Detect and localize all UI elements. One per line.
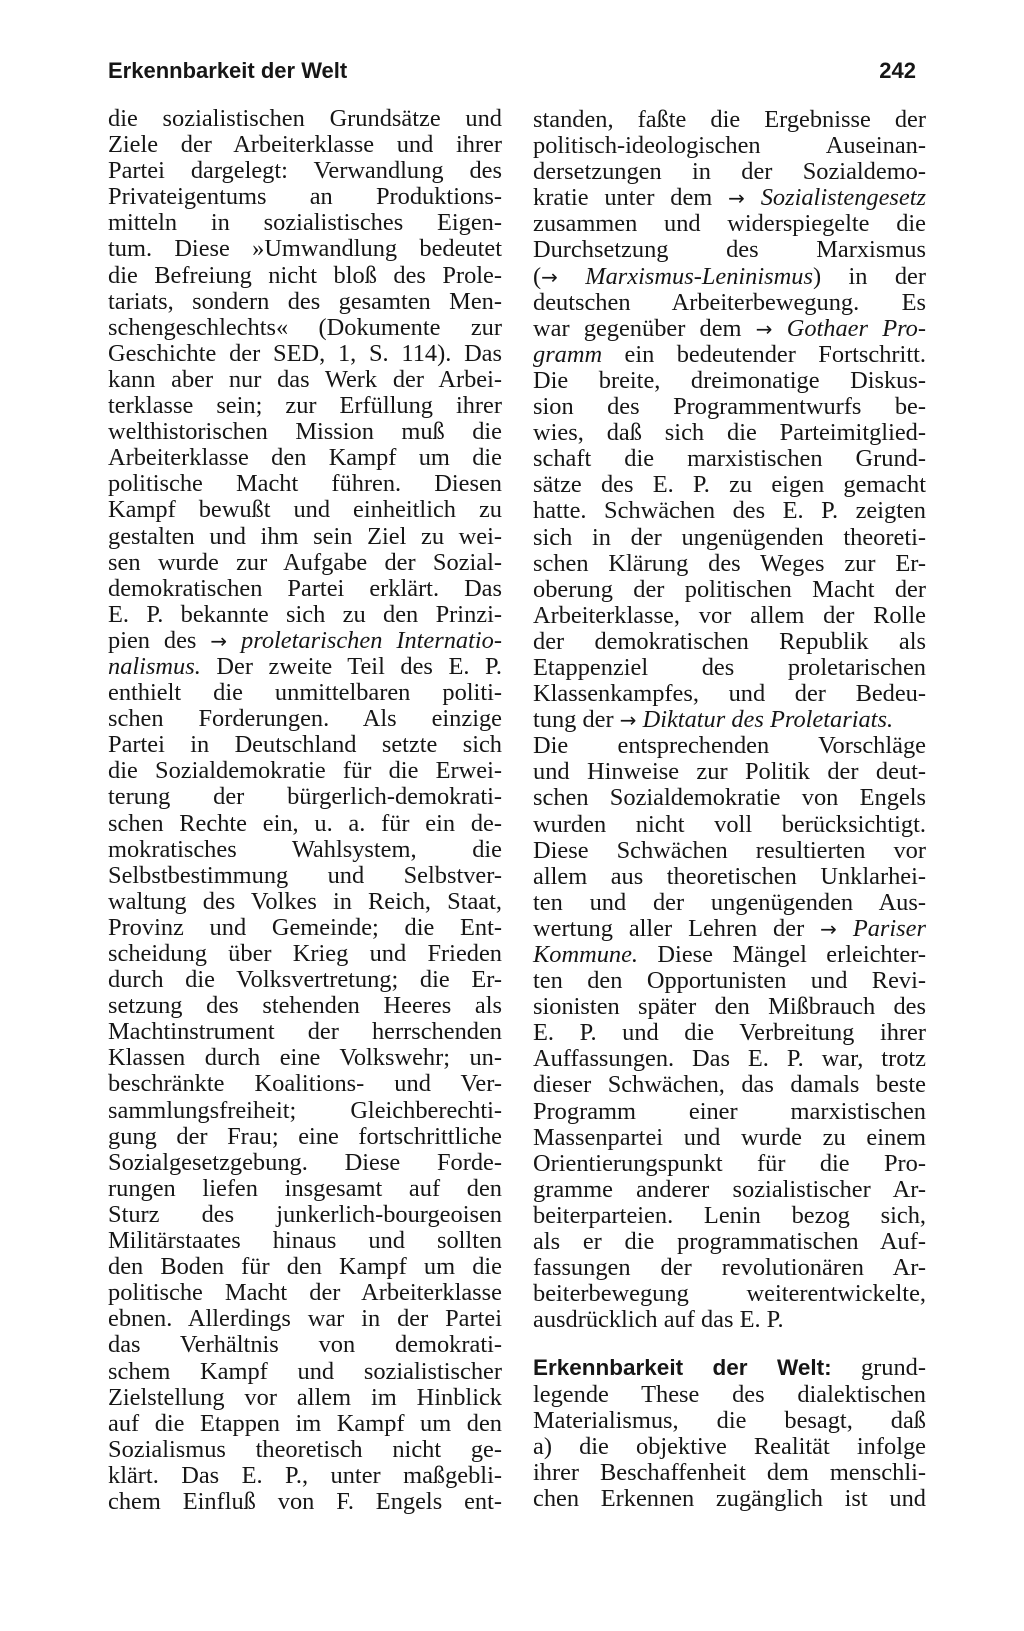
text-line: setzung des stehenden Heeres als xyxy=(108,992,502,1020)
text-line: Arbeiterklasse, vor allem der Rolle xyxy=(533,601,926,629)
text-line: den Boden für den Kampf um die xyxy=(108,1253,502,1281)
text-line: Sturz des junkerlich-bourgeoisen xyxy=(108,1200,502,1228)
text-line: Etappenziel des proletarischen xyxy=(533,653,926,681)
text-line: wies, daß sich die Parteimitglied- xyxy=(533,419,926,447)
text-line: als er die programmatischen Auf- xyxy=(533,1228,926,1256)
text-line: a) die objektive Realität infolge xyxy=(533,1432,926,1460)
text-line: auf die Etappen im Kampf um den xyxy=(108,1409,502,1437)
text-line: ausdrücklich auf das E. P. xyxy=(533,1306,784,1334)
cross-reference-arrow-icon: → xyxy=(728,186,745,211)
line-text: tung der xyxy=(533,706,614,734)
text-line: Sozialgesetzgebung. Diese Forde- xyxy=(108,1148,502,1176)
text-line: hatte. Schwächen des E. P. zeigten xyxy=(533,497,926,525)
cross-reference-link[interactable]: proletarischen Internatio- xyxy=(241,626,502,654)
entry-spacer xyxy=(533,1333,926,1355)
text-line: schen Forderungen. Als einzige xyxy=(108,705,502,733)
running-title: Erkennbarkeit der Welt xyxy=(108,58,348,83)
cross-reference-link[interactable]: Pariser xyxy=(852,914,926,942)
text-line: rungen liefen insgesamt auf den xyxy=(108,1174,502,1202)
line-text: pien des xyxy=(108,626,197,654)
text-line: und Hinweise zur Politik der deut- xyxy=(533,758,926,786)
text-line: sen wurde zur Aufgabe der Sozial- xyxy=(108,548,502,576)
text-line: scheidung über Krieg und Frieden xyxy=(108,940,502,967)
text-line: ten und der ungenügenden Aus- xyxy=(533,888,926,916)
text-line: Selbstbestimmung und Selbstver- xyxy=(108,861,502,889)
text-line: ebnen. Allerdings war in der Partei xyxy=(108,1305,502,1333)
text-line: Arbeiterklasse den Kampf um die xyxy=(108,444,502,472)
text-line: E. P. bekannte sich zu den Prinzi- xyxy=(108,600,502,628)
text-line: dieser Schwächen, das damals beste xyxy=(533,1071,926,1099)
text-line: sionisten später den Mißbrauch des xyxy=(533,993,926,1021)
text-line: E. P. und die Verbreitung ihrer xyxy=(533,1019,926,1047)
text-line: Sozialismus theoretisch nicht ge- xyxy=(108,1435,502,1463)
text-line: die sozialistischen Grundsätze und xyxy=(108,105,502,132)
text-line: sion des Programmentwurfs be- xyxy=(533,393,926,421)
text-line: beiterbewegung weiterentwickelte, xyxy=(533,1280,926,1308)
text-line: schaft die marxistischen Grund- xyxy=(533,445,926,473)
cross-reference-link[interactable]: nalismus. xyxy=(108,652,201,680)
text-line: tum. Diese »Umwandlung bedeutet xyxy=(108,235,502,263)
text-line: enthielt die unmittelbaren politi- xyxy=(108,679,502,707)
text-line: Klassen durch eine Volkswehr; un- xyxy=(108,1044,502,1072)
text-line: Massenpartei und wurde zu einem xyxy=(533,1123,926,1151)
cross-reference-link[interactable]: gramm xyxy=(533,340,603,368)
text-line: Machtinstrument der herrschenden xyxy=(108,1018,502,1046)
text-line: fassungen der revolutionären Ar- xyxy=(533,1254,926,1282)
text-line: Die entsprechenden Vorschläge xyxy=(533,732,926,760)
text-line: legende These des dialektischen xyxy=(533,1380,926,1408)
text-line: Partei in Deutschland setzte sich xyxy=(108,731,502,759)
line-text: ein bedeutender Fortschritt. xyxy=(624,340,926,368)
text-line: wurden nicht voll berücksichtigt. xyxy=(533,810,926,838)
entry-heading: Erkennbarkeit der Welt: xyxy=(533,1355,832,1381)
text-line: ihrer Beschaffenheit dem menschli- xyxy=(533,1458,926,1486)
text-line: schen Rechte ein, u. a. für ein de- xyxy=(108,809,502,837)
text-line: deutschen Arbeiterbewegung. Es xyxy=(533,288,926,316)
cross-reference-arrow-icon: → xyxy=(755,316,773,341)
running-header xyxy=(108,54,916,88)
text-line: Durchsetzung des Marxismus xyxy=(533,236,926,264)
entry-first-line xyxy=(533,1355,926,1381)
text-line: das Verhältnis von demokrati- xyxy=(108,1331,502,1359)
right-column xyxy=(533,107,926,1512)
cross-reference-arrow-icon: → xyxy=(619,708,637,733)
text-line: welthistorischen Mission muß die xyxy=(108,418,502,446)
cross-reference-arrow-icon: → xyxy=(210,628,228,653)
text-line xyxy=(533,185,926,211)
text-line: klärt. Das E. P., unter maßgebli- xyxy=(108,1461,502,1489)
cross-reference-arrow-icon: → xyxy=(820,916,837,941)
line-text: grund- xyxy=(860,1354,926,1382)
text-line: politisch-ideologischen Auseinan- xyxy=(533,132,926,160)
text-line xyxy=(533,707,926,733)
text-line: schen Klärung des Weges zur Er- xyxy=(533,549,926,577)
text-line: Materialismus, die besagt, daß xyxy=(533,1406,926,1434)
text-line: die Befreiung nicht bloß des Prole- xyxy=(108,261,502,289)
text-line: Ziele der Arbeiterklasse und ihrer xyxy=(108,131,502,159)
text-line: tariats, sondern des gesamten Men- xyxy=(108,287,502,315)
text-line: Die breite, dreimonatige Diskus- xyxy=(533,366,926,394)
line-text: ) in der xyxy=(812,262,926,290)
text-line: Auffassungen. Das E. P. war, trotz xyxy=(533,1045,926,1073)
text-line: oberung der politischen Macht der xyxy=(533,575,926,603)
line-text: kratie unter dem xyxy=(533,184,713,212)
text-line: Klassenkampfes, und der Bedeu- xyxy=(533,680,926,708)
text-line xyxy=(533,342,926,368)
text-line: sätze des E. P. zu eigen gemacht xyxy=(533,471,926,499)
text-line: Orientierungspunkt für die Pro- xyxy=(533,1149,926,1177)
text-line: terung der bürgerlich-demokrati- xyxy=(108,783,502,811)
text-line: gestalten und ihm sein Ziel zu wei- xyxy=(108,522,502,550)
cross-reference-link[interactable]: Marxismus-Leninismus xyxy=(585,262,813,290)
text-line: die Sozialdemokratie für die Erwei- xyxy=(108,757,502,785)
line-text: ( xyxy=(533,262,542,290)
text-line xyxy=(533,916,926,942)
text-line: standen, faßte die Ergebnisse der xyxy=(533,106,926,133)
text-line: politische Macht führen. Diesen xyxy=(108,470,502,498)
text-line: der demokratischen Republik als xyxy=(533,627,926,655)
text-line: Partei dargelegt: Verwandlung des xyxy=(108,157,502,185)
cross-reference-link[interactable]: Diktatur des Proletariats. xyxy=(642,706,894,734)
text-line: durch die Volksvertretung; die Er- xyxy=(108,966,502,994)
text-line: allem aus theoretischen Unklarhei- xyxy=(533,862,926,890)
text-line: schem Kampf und sozialistischer xyxy=(108,1357,502,1385)
line-text: wertung aller Lehren der xyxy=(533,914,805,942)
text-line: politische Macht der Arbeiterklasse xyxy=(108,1279,502,1307)
text-line: ten den Opportunisten und Revi- xyxy=(533,967,926,995)
text-line: mitteln in sozialistisches Eigen- xyxy=(108,209,502,237)
text-line xyxy=(533,264,926,290)
cross-reference-link[interactable]: Sozialistengesetz xyxy=(760,184,926,212)
text-line: waltung des Volkes in Reich, Staat, xyxy=(108,887,502,915)
line-text: Der zweite Teil des E. P. xyxy=(216,652,502,680)
text-line xyxy=(108,628,502,654)
text-line: zusammen und widerspiegelte die xyxy=(533,210,926,238)
text-line: mokratisches Wahlsystem, die xyxy=(108,835,502,863)
text-line: Privateigentums an Produktions- xyxy=(108,183,502,211)
text-line: sich in der ungenügenden theoreti- xyxy=(533,523,926,551)
text-line: Militärstaates hinaus und sollten xyxy=(108,1227,502,1255)
cross-reference-arrow-icon: → xyxy=(541,264,558,289)
text-line: chem Einfluß von F. Engels ent- xyxy=(108,1487,502,1515)
text-line: schengeschlechts« (Dokumente zur xyxy=(108,313,502,341)
text-line: schen Sozialdemokratie von Engels xyxy=(533,784,926,812)
text-line xyxy=(533,942,926,968)
text-line: gramme anderer sozialistischer Ar- xyxy=(533,1175,926,1203)
text-line: Zielstellung vor allem im Hinblick xyxy=(108,1383,502,1411)
text-line: kann aber nur das Werk der Arbei- xyxy=(108,365,502,393)
text-line: terklasse sein; zur Erfüllung ihrer xyxy=(108,392,502,420)
text-line xyxy=(533,316,926,342)
page-number: 242 xyxy=(879,58,916,83)
text-line: chen Erkennen zugänglich ist und xyxy=(533,1484,926,1512)
text-line: sammlungsfreiheit; Gleichberechti- xyxy=(108,1096,502,1124)
text-line: gung der Frau; eine fortschrittliche xyxy=(108,1122,502,1150)
text-line: Provinz und Gemeinde; die Ent- xyxy=(108,913,502,941)
text-line: Diese Schwächen resultierten vor xyxy=(533,836,926,864)
line-text: Diese Mängel erleichter- xyxy=(657,941,926,968)
text-line xyxy=(108,654,502,680)
text-line: beiterparteien. Lenin bezog sich, xyxy=(533,1201,926,1229)
text-line: beschränkte Koalitions- und Ver- xyxy=(108,1070,502,1098)
left-column xyxy=(108,106,502,1515)
text-line: Kampf bewußt und einheitlich zu xyxy=(108,496,502,524)
text-line: Geschichte der SED, 1, S. 114). Das xyxy=(108,339,502,367)
line-text: war gegenüber dem xyxy=(533,314,742,342)
text-line: Programm einer marxistischen xyxy=(533,1097,926,1125)
text-line: dersetzungen in der Sozialdemo- xyxy=(533,158,926,186)
text-line: demokratischen Partei erklärt. Das xyxy=(108,574,502,602)
cross-reference-link[interactable]: Gothaer Pro- xyxy=(786,314,926,342)
cross-reference-link[interactable]: Kommune. xyxy=(533,941,639,968)
